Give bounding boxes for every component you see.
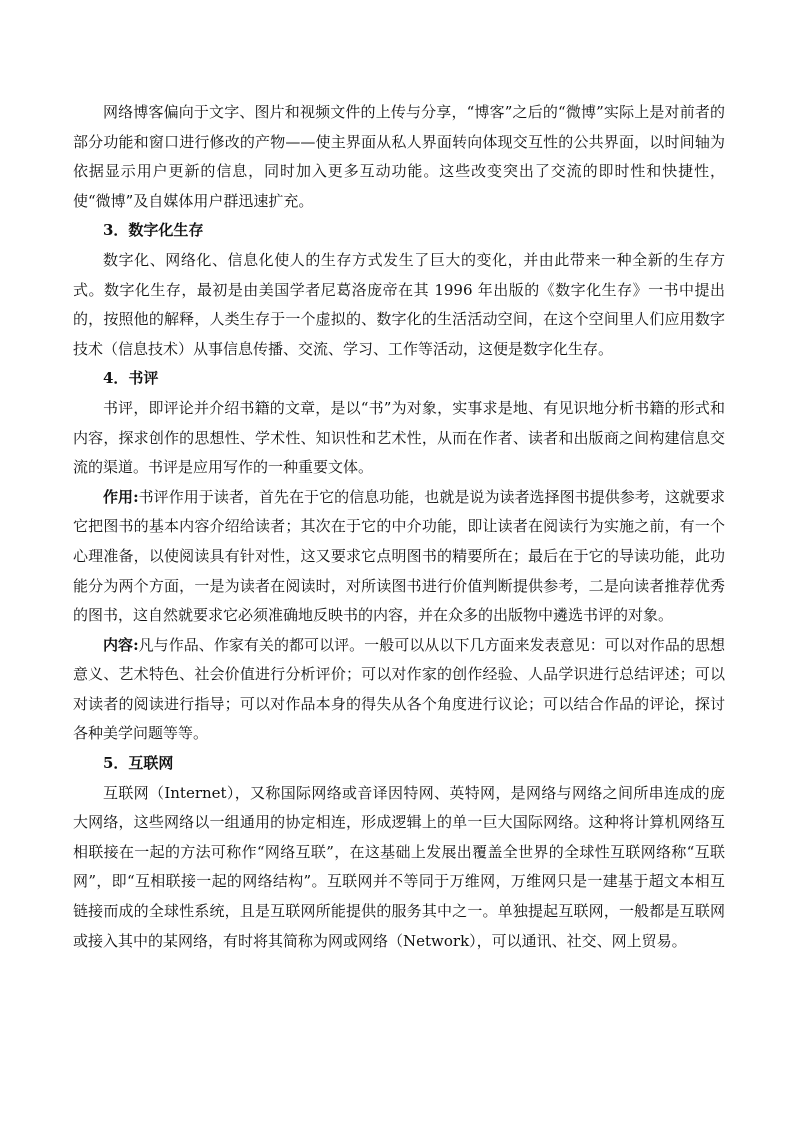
book-review-content-paragraph bbox=[73, 631, 725, 749]
book-review-paragraph: 书评，即评论并介绍书籍的文章，是以“书”为对象，实事求是地、有见识地分析书籍的形式和内容，探求创作的思想性、学术性、知识性和艺术性，从而在作者、读者和出版商之间构建信息交流的渠道。书评是应用写作的一种重要文体。 bbox=[73, 398, 725, 477]
content-text: 凡与作品、作家有关的都可以评。一般可以从以下几方面来发表意见：可以对作品的思想意义、艺术特色、社会价值进行分析评价；可以对作家的创作经验、人品学识进行总结评述；可以对读者的阅读进行指导；可以对作品本身的得失从各个角度进行议论；可以结合作品的评论，探讨各种美学问题等等。 bbox=[73, 635, 725, 743]
section-heading-digital-survival: 3．数字化生存 bbox=[103, 221, 204, 240]
document-page bbox=[73, 98, 725, 956]
internet-paragraph: 互联网（Internet），又称国际网络或音译因特网、英特网，是网络与网络之间所串连成的庞大网络，这些网络以一组通用的协定相连，形成逻辑上的单一巨大国际网络。这种将计算机网络互相联接在一起的方法可称作“网络互联”，在这基础上发展出覆盖全世界的全球性互联网络称“互联网”，即“互相联接一起的网络结构”。互联网并不等同于万维网，万维网只是一建基于超文本相互链接而成的全球性系统，且是互联网所能提供的服务其中之一。单独提起互联网，一般都是互联网或接入其中的某网络，有时将其简称为网或网络（Network），可以通讯、社交、网上贸易。 bbox=[73, 783, 725, 950]
content-lead-label: 内容: bbox=[103, 635, 139, 654]
weibo-paragraph: 网络博客偏向于文字、图片和视频文件的上传与分享，“博客”之后的“微博”实际上是对前者的部分功能和窗口进行修改的产物——使主界面从私人界面转向体现交互性的公共界面，以时间轴为依据显示用户更新的信息，同时加入更多互动功能。这些改变突出了交流的即时性和快捷性，使“微博”及自媒体用户群迅速扩充。 bbox=[73, 103, 725, 210]
book-review-function-paragraph bbox=[73, 483, 725, 631]
digital-survival-paragraph: 数字化、网络化、信息化使人的生存方式发生了巨大的变化，并由此带来一种全新的生存方式。数字化生存，最初是由美国学者尼葛洛庞帝在其 1996 年出版的《数字化生存》一书中提出的，按照他的解释，人类生存于一个虚拟的、数字化的生活活动空间，在这个空间里人们应用数字技术（信息技术）从事信息传播、交流、学习、工作等活动，这便是数字化生存。 bbox=[73, 250, 725, 358]
function-lead-label: 作用: bbox=[103, 487, 139, 506]
section-heading-book-review: 4．书评 bbox=[103, 369, 159, 388]
section-heading-internet: 5．互联网 bbox=[103, 754, 174, 773]
function-text: 书评作用于读者，首先在于它的信息功能，也就是说为读者选择图书提供参考，这就要求它把图书的基本内容介绍给读者；其次在于它的中介功能，即让读者在阅读行为实施之前，有一个心理准备，以使阅读具有针对性，这又要求它点明图书的精要所在；最后在于它的导读功能，此功能分为两个方面，一是为读者在阅读时，对所读图书进行价值判断提供参考，二是向读者推荐优秀的图书，这自然就要求它必须准确地反映书的内容，并在众多的出版物中遴选书评的对象。 bbox=[73, 487, 725, 625]
